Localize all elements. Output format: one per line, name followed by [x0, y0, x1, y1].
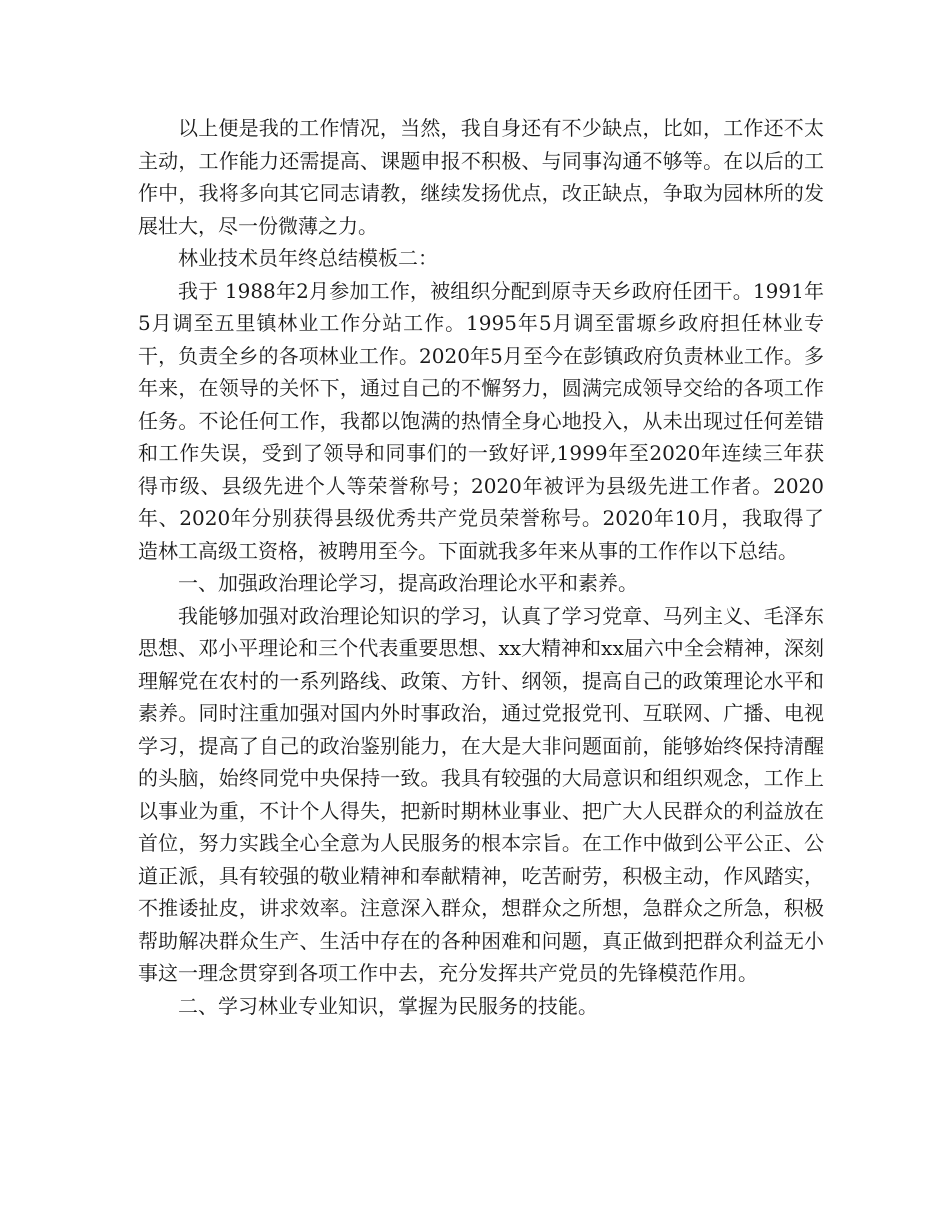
heading-forestry-knowledge: 二、学习林业专业知识，掌握为民服务的技能。 — [178, 993, 598, 1018]
document-page — [138, 112, 824, 1022]
paragraph-work-history: 我于 1988年2月参加工作，被组织分配到原寺天乡政府任团干。1991年5月调至五里镇林业工作分站工作。1995年5月调至雷塬乡政府担任林业专干，负责全乡的各项林业工作。2020年5月至今在彭镇政府负责林业工作。多年来，在领导的关怀下，通过自己的不懈努力，圆满完成领导交给的各项工作任务。不论任何工作，我都以饱满的热情全身心地投入，从未出现过任何差错和工作失误，受到了领导和同事们的一致好评,1999年至2020年连续三年获得市级、县级先进个人等荣誉称号；2020年被评为县级先进工作者。2020年、2020年分别获得县级优秀共产党员荣誉称号。2020年10月，我取得了造林工高级工资格，被聘用至今。下面就我多年来从事的工作作以下总结。 — [138, 278, 824, 563]
heading-political-study: 一、加强政治理论学习，提高政治理论水平和素养。 — [178, 571, 638, 595]
paragraph-political-study: 我能够加强对政治理论知识的学习，认真了学习党章、马列主义、毛泽东思想、邓小平理论和三个代表重要思想、xx大精神和xx届六中全会精神，深刻理解党在农村的一系列路线、政策、方针、纲领，提高自己的政策理论水平和素养。同时注重加强对国内外时事政治，通过党报党刊、互联网、广播、电视学习，提高了自己的政治鉴别能力，在大是大非问题面前，能够始终保持清醒的头脑，始终同党中央保持一致。我具有较强的大局意识和组织观念，工作上以事业为重，不计个人得失，把新时期林业事业、把广大人民群众的利益放在首位，努力实践全心全意为人民服务的根本宗旨。在工作中做到公平公正、公道正派，具有较强的敬业精神和奉献精神，吃苦耐劳，积极主动，作风踏实，不推诿扯皮，讲求效率。注意深入群众，想群众之所想，急群众之所急，积极帮助解决群众生产、生活中存在的各种困难和问题，真正做到把群众利益无小事这一理念贯穿到各项工作中去，充分发挥共产党员的先锋模范作用。 — [138, 603, 824, 985]
section-title-template-two: 林业技术员年终总结模板二： — [178, 246, 438, 270]
paragraph-shortcomings: 以上便是我的工作情况，当然，我自身还有不少缺点，比如，工作还不太主动，工作能力还需提高、课题申报不积极、与同事沟通不够等。在以后的工作中，我将多向其它同志请教，继续发扬优点，改正缺点，争取为园林所的发展壮大，尽一份微薄之力。 — [138, 116, 824, 238]
